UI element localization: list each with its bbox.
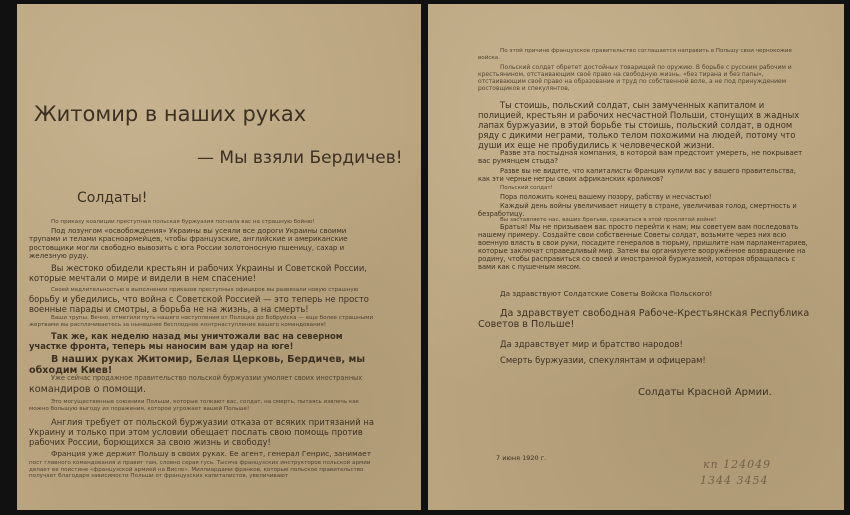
slogan: Да здравствует мир и братство народов! [500,339,683,349]
slogan: Смерть буржуазии, спекулянтам и офицерам! [500,355,706,365]
title: Житомир в наших руках [34,102,307,126]
handwritten-inventory-number: 1344 3454 [700,474,769,487]
date: 7 июня 1920 г. [496,454,547,462]
paragraph: В наших руках Житомир, Белая Церковь, Бердичев, мы обходим Киев! [29,354,366,377]
paragraph: Уже сейчас продажное правительство польской буржуазии умоляет своих иностранных [51,374,363,382]
paragraph: пост главного командования и правит там, словно серая гусь. Тысяча французских инструкторов польской армии делает ее поистине «французской армией на Висле». Миллиардами франков, которые польское правительство получает благодаря зависимости Польши от французских капиталистов, увеличивают [29,460,371,480]
paragraph: Ты стоишь, польский солдат, сын замученных капиталом и полицией, крестьян и рабочих несчастной Польши, стонущих в жадных лапах буржуазии, в этой борьбе ты стоишь, польский солдат, в одном ряду с дикими неграми, только телом похожими на людей, потому что души их еще не пробудились к человеческой жизни. [478,100,800,150]
paragraph: Англия требует от польской буржуазии отказа от всяких притязаний на Украину и только при этом условии обещает послать свою помощь против рабочих России, борющихся за свою жизнь и свободу! [29,417,374,447]
subtitle: — Мы взяли Бердичев! [197,148,403,168]
paragraph: Братья! Мы не призываем вас просто перейти к нам; мы советуем вам последовать нашему примеру. Создайте свои собственные Советы солдат, возьмите через них всю военную власть в свои руки, посадите генералов в тюрьму, пришлите нам парламентариев, которые заключат справедливый мир. Затем вы организуете вооружённое возвращение на родину, чтобы расправиться со своей и иностранной буржуазией, которая обращалась с вами как с пушечным мясом. [478,223,808,271]
paragraph: Вы жестоко обидели крестьян и рабочих Украины и Советской России, которые мечтали о мире и видели в нем спасение! [29,263,367,283]
paragraph: По приказу коалиции преступная польская буржуазия погнала вас на страшную бойню! [51,219,315,225]
signature: Солдаты Красной Армии. [638,387,772,398]
paragraph: Так же, как неделю назад мы уничтожали вас на северном участке фронта, теперь мы наносим вам удар на юге! [29,331,343,351]
paragraph: Каждый день войны увеличивает нищету в стране, увеличивая голод, смертность и безработицу. [478,202,797,218]
handwritten-inventory-number: кп 124049 [703,458,772,471]
paragraph: Под лозунгом «освобождения» Украины вы усеяли все дороги Украины своими трупами и телами красноармейцев, чтобы французские, английские и американские ростовщики могли свободно вывозить с юга России золотоносную пшеницу, сахар и железную руду. [29,227,348,260]
leaflet-page-left [17,4,421,510]
paragraph: По этой причине французское правительство соглашается направить в Польшу свои чернокожие войска. [478,48,792,61]
leaflet-page-right [428,4,844,510]
paragraph: Польский солдат! [500,185,553,191]
paragraph: Это могущественные союзники Польши, которые толкают вас, солдат, на смерть, пытаясь извлечь как можно большую выгоду из поражения, которое угрожает вашей Польше! [29,399,360,412]
paragraph: командиров о помощи. [29,384,147,395]
paragraph: Вы заставляете нас, ваших братьев, сражаться в этой проклятой войне! [500,217,717,223]
paragraph: Пора положить конец вашему позору, рабству и несчастью! [500,193,712,201]
paragraph: Франция уже держит Польшу в своих руках. Ее агент, генерал Генрис, занимает [51,449,372,458]
slogan: Да здравствует свободная Рабоче-Крестьянская Республика Советов в Польше! [478,308,810,331]
salutation: Солдаты! [77,190,148,206]
slogan: Да здравствуют Солдатские Советы Войска Польского! [500,289,713,298]
paragraph: Своей медлительностью в выполнении приказов преступных офицеров вы развязали новую страшную [51,287,359,293]
paragraph: Польский солдат обретет достойных товарищей по оружию. В борьбе с русским рабочим и крестьянином, отстаивающим своё право на свободную жизнь, «без тирана и без папы», отстаивающим своё право на образование и труд по собственной воле, а не под принуждением ростовщиков и спекулянтов, [478,64,792,93]
paragraph: Разве вы не видите, что капиталисты Франции купили вас у вашего правительства, как эти черные негры своих африканских кроликов? [478,167,796,183]
paragraph: Ваши трупы. Вечно, отметили путь нашего наступления от Полоцка до Бобруйска — еще более страшными жертвами вы расплачиваетесь за нынешнее бесплодное контрнаступление вашего командования! [29,315,374,328]
paragraph: Разве эта постыдная компания, в которой вам предстоит умереть, не покрывает вас румянцем стыда? [478,149,803,166]
paragraph: борьбу и убедились, что война с Советской Россией — это теперь не просто военные парады и смотры, а борьба не на жизнь, а на смерть! [29,294,369,314]
